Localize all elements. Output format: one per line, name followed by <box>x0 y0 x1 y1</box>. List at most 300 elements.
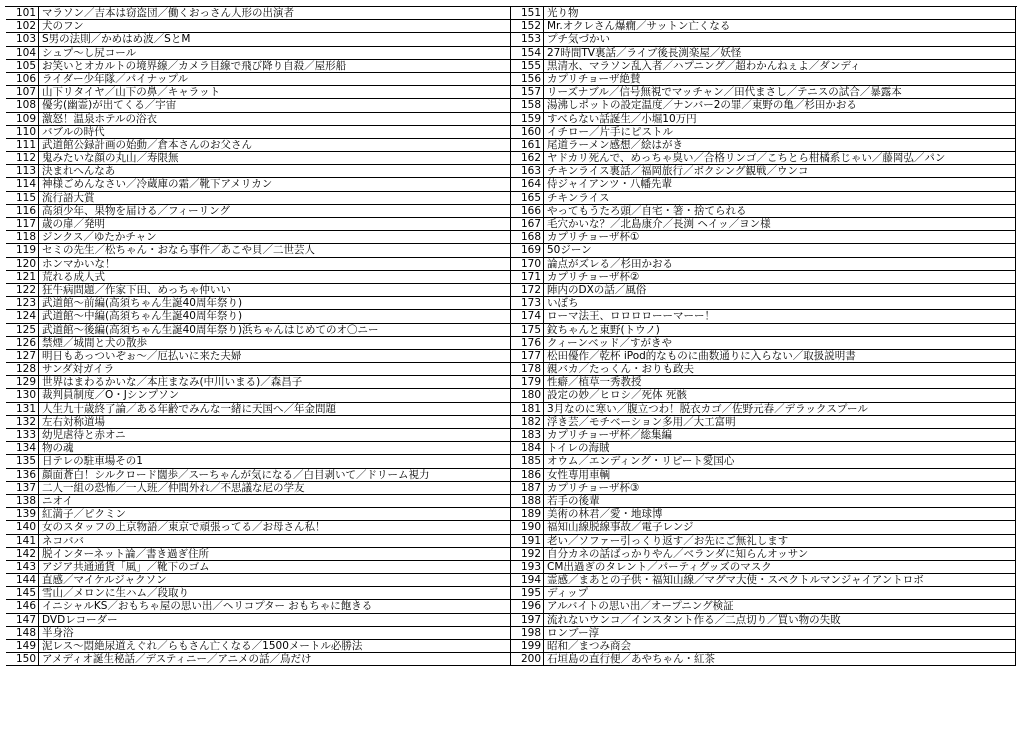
episode-title: ローマ法王、ロロロローーマーー！ <box>544 310 1016 322</box>
episode-title: マラソン／吉本は窃盗団／働くおっさん人形の出演者 <box>39 7 511 19</box>
episode-title: イチロー／片手にピストル <box>544 126 1016 138</box>
episode-title: S男の法則／かめはめ波／SとM <box>39 33 511 45</box>
episode-number: 114 <box>6 178 39 190</box>
episode-title: ニオイ <box>39 495 511 507</box>
table-row <box>6 113 511 126</box>
episode-number: 164 <box>511 178 544 190</box>
episode-title: 陣内のDXの話／風俗 <box>544 284 1016 296</box>
episode-title: 性癖／植草一秀教授 <box>544 376 1016 388</box>
table-row <box>511 244 1016 257</box>
episode-number: 175 <box>511 324 544 336</box>
table-row <box>511 535 1016 548</box>
table-row <box>511 627 1016 640</box>
table-row <box>511 178 1016 191</box>
episode-title: 老い／ソファー引っくり返す／お先にご無礼します <box>544 535 1016 547</box>
episode-number: 103 <box>6 33 39 45</box>
episode-title: 27時間TV裏話／ライブ後長渕楽屋／妖怪 <box>544 47 1016 59</box>
table-row <box>6 403 511 416</box>
table-row <box>511 521 1016 534</box>
episode-number: 139 <box>6 508 39 520</box>
episode-number: 141 <box>6 535 39 547</box>
episode-number: 169 <box>511 244 544 256</box>
table-row <box>6 561 511 574</box>
episode-number: 185 <box>511 455 544 467</box>
episode-title: カプリチョーザ絶賛 <box>544 73 1016 85</box>
episode-title: 光り物 <box>544 7 1016 19</box>
episode-number: 115 <box>6 192 39 204</box>
table-row <box>511 152 1016 165</box>
episode-title: 左右対称道場 <box>39 416 511 428</box>
table-row <box>6 587 511 600</box>
episode-number: 187 <box>511 482 544 494</box>
table-row <box>511 614 1016 627</box>
table-row <box>511 165 1016 178</box>
episode-number: 155 <box>511 60 544 72</box>
table-row <box>511 73 1016 86</box>
episode-number: 120 <box>6 258 39 270</box>
episode-number: 198 <box>511 627 544 639</box>
episode-title: お笑いとオカルトの境界線／カメラ目線で飛び降り自殺／屋形船 <box>39 60 511 72</box>
table-row <box>511 297 1016 310</box>
episode-title: ロンブー淳 <box>544 627 1016 639</box>
episode-title: 自分カネの話ばっかりやん／ベランダに知らんオッサン <box>544 548 1016 560</box>
episode-title: 明日もあっついぞぉ〜／厄払いに来た夫婦 <box>39 350 511 362</box>
episode-title: 女性専用車輌 <box>544 469 1016 481</box>
episode-number: 137 <box>6 482 39 494</box>
episode-number: 180 <box>511 389 544 401</box>
episode-title: イニシャルKS／おもちゃ屋の思い出／ヘリコプター おもちゃに飽きる <box>39 600 511 612</box>
table-row <box>511 113 1016 126</box>
episode-number: 195 <box>511 587 544 599</box>
table-row <box>511 258 1016 271</box>
episode-title: 日テレの駐車場その1 <box>39 455 511 467</box>
episode-title: プチ気づかい <box>544 33 1016 45</box>
episode-title: セミの先生／松ちゃん・おなら事件／あこや貝／二世芸人 <box>39 244 511 256</box>
table-row <box>6 126 511 139</box>
table-row <box>6 324 511 337</box>
episode-title: リーズナブル／信号無視でマッチャン／田代まさし／テニスの試合／暴露本 <box>544 86 1016 98</box>
table-row <box>6 284 511 297</box>
episode-title: 幼児虐待と赤オニ <box>39 429 511 441</box>
table-row <box>511 126 1016 139</box>
episode-number: 190 <box>511 521 544 533</box>
episode-number: 196 <box>511 600 544 612</box>
table-row <box>6 482 511 495</box>
episode-number: 172 <box>511 284 544 296</box>
table-row <box>6 548 511 561</box>
episode-number: 117 <box>6 218 39 230</box>
table-row <box>6 389 511 402</box>
table-row <box>511 60 1016 73</box>
episode-number: 113 <box>6 165 39 177</box>
table-row <box>6 7 511 20</box>
table-row <box>511 389 1016 402</box>
table-row <box>6 600 511 613</box>
episode-number: 134 <box>6 442 39 454</box>
table-row <box>6 99 511 112</box>
episode-number: 125 <box>6 324 39 336</box>
episode-title: アジア共通通貨「風」／靴下のゴム <box>39 561 511 573</box>
episode-title: 山下リタイヤ／山下の鼻／キャラット <box>39 86 511 98</box>
table-row <box>6 33 511 46</box>
episode-title: 荒れる成人式 <box>39 271 511 283</box>
episode-title: 昭和／まつみ商会 <box>544 640 1016 652</box>
episode-title: 二人一組の恐怖／一人班／仲間外れ／不思議な尼の学友 <box>39 482 511 494</box>
table-row <box>511 548 1016 561</box>
table-row <box>511 482 1016 495</box>
episode-title: 流行語大賞 <box>39 192 511 204</box>
table-row <box>511 284 1016 297</box>
episode-number: 121 <box>6 271 39 283</box>
table-row <box>6 429 511 442</box>
episode-number: 132 <box>6 416 39 428</box>
episode-number: 140 <box>6 521 39 533</box>
episode-number: 131 <box>6 403 39 415</box>
episode-column-left <box>6 7 511 666</box>
episode-title: 犬のフン <box>39 20 511 32</box>
episode-number: 133 <box>6 429 39 441</box>
table-row <box>6 469 511 482</box>
episode-title: ホンマかいな！ <box>39 258 511 270</box>
table-row <box>6 455 511 468</box>
episode-number: 181 <box>511 403 544 415</box>
episode-number: 165 <box>511 192 544 204</box>
episode-title: 侍ジャイアンツ・八幡先輩 <box>544 178 1016 190</box>
episode-title: 鈫ちゃんと東野(トウノ) <box>544 324 1016 336</box>
episode-number: 168 <box>511 231 544 243</box>
table-row <box>6 337 511 350</box>
episode-number: 177 <box>511 350 544 362</box>
episode-title: 神様ごめんなさい／冷蔵庫の霜／靴下アメリカン <box>39 178 511 190</box>
episode-number: 161 <box>511 139 544 151</box>
episode-number: 105 <box>6 60 39 72</box>
episode-number: 144 <box>6 574 39 586</box>
episode-title: クィーンベッド／すがきや <box>544 337 1016 349</box>
table-row <box>6 271 511 284</box>
table-row <box>511 600 1016 613</box>
episode-title: 論点がズレる／杉田かおる <box>544 258 1016 270</box>
table-row <box>511 587 1016 600</box>
episode-title: チキンライス <box>544 192 1016 204</box>
episode-title: 武道館公録計画の始動／倉本さんのお父さん <box>39 139 511 151</box>
episode-number: 112 <box>6 152 39 164</box>
episode-number: 171 <box>511 271 544 283</box>
table-row <box>6 47 511 60</box>
episode-number: 182 <box>511 416 544 428</box>
table-row <box>6 508 511 521</box>
episode-number: 153 <box>511 33 544 45</box>
episode-title: 鬼みたいな顔の丸山／寿限無 <box>39 152 511 164</box>
table-row <box>6 244 511 257</box>
episode-number: 199 <box>511 640 544 652</box>
episode-title: アルバイトの思い出／オープニング検証 <box>544 600 1016 612</box>
episode-number: 146 <box>6 600 39 612</box>
episode-title: カプリチョーザ杯① <box>544 231 1016 243</box>
episode-number: 122 <box>6 284 39 296</box>
table-row <box>6 86 511 99</box>
episode-number: 183 <box>511 429 544 441</box>
episode-number: 160 <box>511 126 544 138</box>
episode-title: 紅満子／ピクミン <box>39 508 511 520</box>
table-row <box>511 561 1016 574</box>
table-row <box>511 363 1016 376</box>
episode-title: カプリチョーザ杯③ <box>544 482 1016 494</box>
table-row <box>511 231 1016 244</box>
episode-title: 決まれへんなあ <box>39 165 511 177</box>
episode-title: 武道館〜前編(高須ちゃん生誕40周年祭り) <box>39 297 511 309</box>
episode-title: 霊感／まあとの子供・福知山線／マグマ大使・スペクトルマンジャイアントロボ <box>544 574 1016 586</box>
episode-number: 178 <box>511 363 544 375</box>
episode-number: 149 <box>6 640 39 652</box>
episode-number: 200 <box>511 653 544 665</box>
episode-title: サンダ対ガイラ <box>39 363 511 375</box>
episode-number: 174 <box>511 310 544 322</box>
episode-number: 159 <box>511 113 544 125</box>
episode-number: 136 <box>6 469 39 481</box>
table-row <box>6 60 511 73</box>
episode-number: 130 <box>6 389 39 401</box>
episode-number: 108 <box>6 99 39 111</box>
table-row <box>511 574 1016 587</box>
table-row <box>511 7 1016 20</box>
episode-number: 158 <box>511 99 544 111</box>
episode-title: 直感／マイケルジャクソン <box>39 574 511 586</box>
episode-number: 163 <box>511 165 544 177</box>
table-row <box>6 165 511 178</box>
episode-number: 184 <box>511 442 544 454</box>
episode-title: 優劣(幽霊)が出てくる／宇宙 <box>39 99 511 111</box>
table-row <box>511 310 1016 323</box>
episode-title: 湯沸しポットの設定温度／ナンバー2の罪／東野の亀／杉田かおる <box>544 99 1016 111</box>
episode-number: 128 <box>6 363 39 375</box>
episode-number: 119 <box>6 244 39 256</box>
table-row <box>6 350 511 363</box>
episode-number: 116 <box>6 205 39 217</box>
episode-number: 151 <box>511 7 544 19</box>
table-row <box>511 640 1016 653</box>
episode-title: DVDレコーダー <box>39 614 511 626</box>
episode-title: 女のスタッフの上京物語／東京で頑張ってる／お母さん私！ <box>39 521 511 533</box>
table-row <box>511 337 1016 350</box>
episode-title: 黒清水、マラソン乱入者／ハプニング／超わかんねぇよ／ダンディ <box>544 60 1016 72</box>
table-row <box>511 429 1016 442</box>
episode-title: 50ジーン <box>544 244 1016 256</box>
episode-number: 123 <box>6 297 39 309</box>
episode-number: 189 <box>511 508 544 520</box>
episode-number: 127 <box>6 350 39 362</box>
episode-title: 世界はまわるかいな／本庄まなみ(中川いまる)／森昌子 <box>39 376 511 388</box>
episode-title: ジンクス／ゆたかチャン <box>39 231 511 243</box>
table-row <box>6 521 511 534</box>
episode-number: 166 <box>511 205 544 217</box>
episode-title: ヤドカリ死んで、めっちゃ臭い／合格リンゴ／こちとら柑橘系じゃい／藤岡弘／パン <box>544 152 1016 164</box>
episode-number: 145 <box>6 587 39 599</box>
episode-title: 歳の扉／発明 <box>39 218 511 230</box>
episode-title: 尾道ラーメン感想／絵はがき <box>544 139 1016 151</box>
episode-number: 186 <box>511 469 544 481</box>
episode-number: 157 <box>511 86 544 98</box>
episode-number: 148 <box>6 627 39 639</box>
episode-table <box>5 6 1017 666</box>
episode-number: 170 <box>511 258 544 270</box>
episode-title: Mr.オクレさん爆癇／サットン亡くなる <box>544 20 1016 32</box>
episode-title: バブルの時代 <box>39 126 511 138</box>
episode-number: 107 <box>6 86 39 98</box>
table-row <box>6 139 511 152</box>
episode-number: 118 <box>6 231 39 243</box>
episode-number: 147 <box>6 614 39 626</box>
table-row <box>6 376 511 389</box>
episode-title: 裁判員制度／O・Jシンプソン <box>39 389 511 401</box>
episode-title: トイレの海賊 <box>544 442 1016 454</box>
episode-number: 193 <box>511 561 544 573</box>
episode-title: 石垣島の直行便／あやちゃん・紅茶 <box>544 653 1016 665</box>
episode-number: 111 <box>6 139 39 151</box>
table-row <box>511 99 1016 112</box>
episode-title: 福知山線脱線事故／電子レンジ <box>544 521 1016 533</box>
episode-number: 156 <box>511 73 544 85</box>
episode-number: 167 <box>511 218 544 230</box>
table-row <box>6 205 511 218</box>
episode-number: 135 <box>6 455 39 467</box>
episode-title: シュプ〜し尻コール <box>39 47 511 59</box>
table-row <box>511 218 1016 231</box>
table-row <box>511 442 1016 455</box>
episode-number: 138 <box>6 495 39 507</box>
episode-title: ライダー少年隊／パイナップル <box>39 73 511 85</box>
episode-title: 3月なのに寒い／腹立つわ！脱衣カゴ／佐野元春／デラックスプール <box>544 403 1016 415</box>
table-row <box>6 535 511 548</box>
episode-number: 150 <box>6 653 39 665</box>
table-row <box>6 297 511 310</box>
episode-title: 狂牛病問題／作家下田、めっちゃ仲いい <box>39 284 511 296</box>
episode-title: カプリチョーザ杯② <box>544 271 1016 283</box>
episode-title: 物の魂 <box>39 442 511 454</box>
table-row <box>6 653 511 666</box>
episode-title: 脱インターネット論／書き過ぎ住所 <box>39 548 511 560</box>
table-row <box>6 614 511 627</box>
episode-title: 浮き芸／モチベーション多用／大工富明 <box>544 416 1016 428</box>
episode-title: ネコババ <box>39 535 511 547</box>
episode-title: 親バカ／たっくん・おりも政夫 <box>544 363 1016 375</box>
table-row <box>511 192 1016 205</box>
table-row <box>6 416 511 429</box>
episode-number: 179 <box>511 376 544 388</box>
table-row <box>6 152 511 165</box>
episode-number: 188 <box>511 495 544 507</box>
table-row <box>6 442 511 455</box>
table-row <box>511 139 1016 152</box>
episode-number: 162 <box>511 152 544 164</box>
table-row <box>6 258 511 271</box>
episode-number: 142 <box>6 548 39 560</box>
episode-number: 102 <box>6 20 39 32</box>
episode-number: 143 <box>6 561 39 573</box>
episode-title: 武道館〜中編(高須ちゃん生誕40周年祭り) <box>39 310 511 322</box>
episode-number: 154 <box>511 47 544 59</box>
table-row <box>511 376 1016 389</box>
table-row <box>511 33 1016 46</box>
episode-number: 173 <box>511 297 544 309</box>
table-row <box>511 20 1016 33</box>
table-row <box>511 455 1016 468</box>
episode-title: いぼち <box>544 297 1016 309</box>
table-row <box>6 495 511 508</box>
table-row <box>6 627 511 640</box>
episode-number: 152 <box>511 20 544 32</box>
episode-title: CM出過ぎのタレント／パーティグッズのマスク <box>544 561 1016 573</box>
episode-number: 106 <box>6 73 39 85</box>
episode-title: 禁煙／城間と犬の散歩 <box>39 337 511 349</box>
episode-title: 松田優作／乾杯 iPod的なものに曲数通りに入らない／取扱説明書 <box>544 350 1016 362</box>
episode-title: チキンライス裏話／福岡旅行／ボクシング観戦／ウンコ <box>544 165 1016 177</box>
episode-title: 美術の林君／愛・地球博 <box>544 508 1016 520</box>
table-row <box>511 324 1016 337</box>
table-row <box>511 495 1016 508</box>
episode-title: 毛穴かいな？／北島康介／長渕 ヘイッ／ヨン様 <box>544 218 1016 230</box>
table-row <box>511 86 1016 99</box>
table-row <box>6 363 511 376</box>
table-row <box>511 205 1016 218</box>
episode-title: 流れないウンコ／インスタント作る／二点切り／買い物の失敗 <box>544 614 1016 626</box>
table-row <box>511 47 1016 60</box>
episode-number: 129 <box>6 376 39 388</box>
episode-title: 半身浴 <box>39 627 511 639</box>
table-row <box>511 469 1016 482</box>
episode-title: 武道館〜後編(高須ちゃん生誕40周年祭り)浜ちゃんはじめてのオ〇ニー <box>39 324 511 336</box>
episode-number: 176 <box>511 337 544 349</box>
table-row <box>6 640 511 653</box>
table-row <box>511 271 1016 284</box>
episode-column-right <box>511 7 1016 666</box>
episode-number: 192 <box>511 548 544 560</box>
episode-number: 197 <box>511 614 544 626</box>
episode-title: 顔面蒼白！シルクロード闊歩／スーちゃんが気になる／白目剥いて／ドリーム視力 <box>39 469 511 481</box>
table-row <box>511 403 1016 416</box>
episode-number: 109 <box>6 113 39 125</box>
table-row <box>6 73 511 86</box>
table-row <box>6 310 511 323</box>
episode-title: ディップ <box>544 587 1016 599</box>
table-row <box>511 350 1016 363</box>
episode-number: 126 <box>6 337 39 349</box>
episode-number: 110 <box>6 126 39 138</box>
episode-title: 雪山／メロンに生ハム／段取り <box>39 587 511 599</box>
table-row <box>6 231 511 244</box>
table-row <box>511 508 1016 521</box>
episode-title: 泥レス〜悶絶尿道えぐれ／らもさん亡くなる／1500メートル必勝法 <box>39 640 511 652</box>
episode-title: カプリチョーザ杯／総集編 <box>544 429 1016 441</box>
episode-number: 191 <box>511 535 544 547</box>
table-row <box>511 416 1016 429</box>
episode-number: 104 <box>6 47 39 59</box>
episode-title: 人生九十歳終了論／ある年齢でみんな一緒に天国へ／年金問題 <box>39 403 511 415</box>
table-row <box>6 20 511 33</box>
episode-title: オウム／エンディング・リピート愛国心 <box>544 455 1016 467</box>
episode-title: 設定の妙／ヒロシ／死体 死骸 <box>544 389 1016 401</box>
episode-title: アメディオ誕生秘話／デスティニー／アニメの話／鳥だけ <box>39 653 511 665</box>
episode-title: 若手の後輩 <box>544 495 1016 507</box>
table-row <box>6 178 511 191</box>
episode-title: すべらない話誕生／小堀10万円 <box>544 113 1016 125</box>
episode-title: 激怒！温泉ホテルの浴衣 <box>39 113 511 125</box>
table-row <box>6 218 511 231</box>
episode-number: 194 <box>511 574 544 586</box>
table-row <box>6 192 511 205</box>
episode-number: 124 <box>6 310 39 322</box>
table-row <box>6 574 511 587</box>
episode-title: 高須少年、果物を届ける／フィーリング <box>39 205 511 217</box>
